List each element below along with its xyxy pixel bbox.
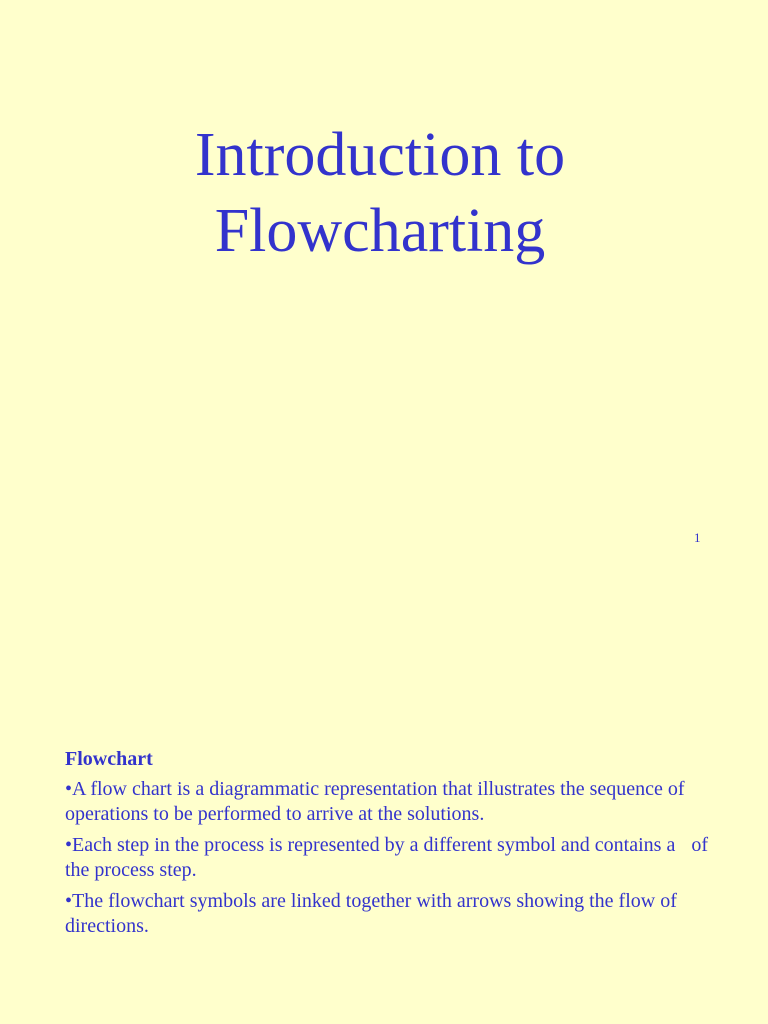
page-number: 1 xyxy=(694,530,701,545)
section-heading: Flowchart xyxy=(65,748,153,770)
bullet-list xyxy=(65,777,715,939)
bullet-item xyxy=(65,833,715,883)
bullet-text-part: of the process step. xyxy=(65,834,709,881)
bullet-item: •A flow chart is a diagrammatic representation that illustrates the sequence of operations to be performed to arrive at the solutions. xyxy=(65,778,685,825)
title-line-2: Flowcharting xyxy=(214,197,546,265)
flowchart-section xyxy=(65,747,715,945)
bullet-item: •The flowchart symbols are linked together with arrows showing the flow of directions. xyxy=(65,890,677,937)
slide-title xyxy=(0,117,760,269)
title-line-1: Introduction to xyxy=(194,121,566,189)
bullet-text-part: •Each step in the process is represented by a different symbol and contains a xyxy=(65,834,676,856)
